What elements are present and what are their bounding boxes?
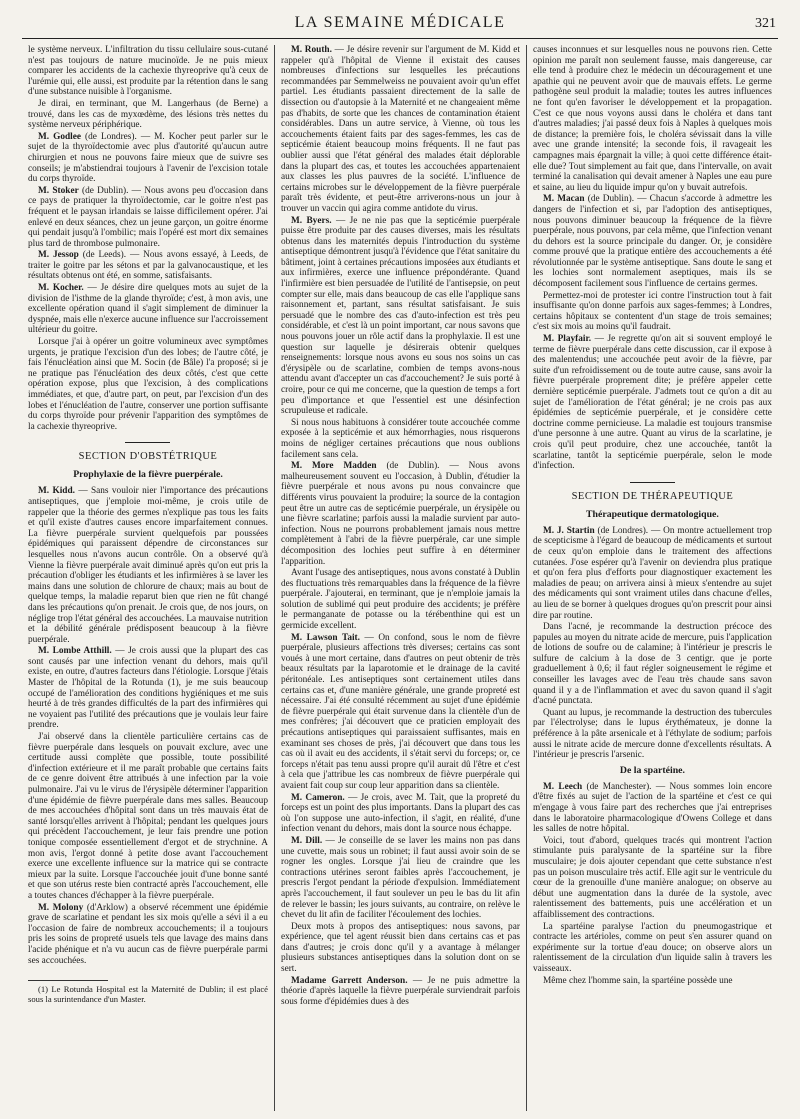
speaker-name: M. J. Startin	[542, 525, 595, 536]
speaker-name: M. Kidd.	[38, 486, 75, 497]
speaker-name: M. Cameron.	[290, 792, 345, 803]
speaker-name: M. Godlee	[38, 131, 82, 142]
speaker-name: M. Macan	[542, 194, 585, 205]
paragraph: Je dirai, en terminant, que M. Langerhaus (de Berne) a trouvé, dans les cas de myxœdème, des lésions très nettes du système nerveux périphérique.	[28, 98, 268, 131]
paragraph: Quant au lupus, je recommande la destruction des tubercules par l'électrolyse; dans le lupus érythémateux, je donne la préférence à la pâte arsenicale et à l'éthylate de sodium; parfois aussi le nitrate acide de mercure donne d'excellents résultats. A l'intérieur je prescris l'arsenic.	[532, 707, 772, 761]
paragraph	[281, 45, 520, 215]
paragraph	[28, 132, 268, 185]
speaker-text: — Je désire revenir sur l'argument de M. Kidd et rappeler qu'à l'hôpital de Vienne il existait des causes nombreuses d'infections sur lesquelles les précautions recommandées par Semmelweiss ne pouvaient avoir qu'un effet partiel. Les étudiants passaient directement de la salle de dissection ou d'autopsie à la Maternité et ne changeaient même pas d'habits, de sorte que les chances de contamination étaient considérables. Dans un autre service, à Vienne, où tous les accouchements étaient faits par des sages-femmes, les cas de septicémie étaient beaucoup moins fréquents. Il ne faut pas oublier aussi que l'état général des malades était déplorable dans la plupart des cas, et toutes les accouchées appartenaient aux classes les plus pauvres de la société. L'influence de certains microbes sur le développement de la fièvre puerpérale paraît très évidente, et peut-être arriverons-nous un jour à trouver un vaccin qui agira comme antidote du virus.	[280, 45, 520, 214]
paragraph: La spartéine paralyse l'action du pneumogastrique et contracte les artérioles, comme on peut s'en assurer quand on expérimente sur la tortue d'eau douce; on observe alors un ralentissement de la circulation d'un liquide salin à travers les vaisseaux.	[532, 921, 772, 974]
speaker-text: (d'Arklow) a observé récemment une épidémie grave de scarlatine et pendant les six mois qu'elle a sévi il a eu l'occasion de faire de nombreux accouchements; il a toujours pris les soins de propreté usuels tels que lavage des mains dans l'acide phénique et n'a vu aucun cas de fièvre puerpérale parmi ses accouchées.	[28, 902, 268, 966]
speaker-text: — Je conseille de se laver les mains non pas dans une cuvette, mais sous un robinet; il faut aussi avoir soin de se rogner les ongles. Lorsque j'ai lieu de craindre que les contractions utérines seront faibles après l'accouchement, je prescris l'ergot pendant la période d'expulsion. Immédiatement après l'accouchement, il faut soulever un peu le bas du lit afin de relever le bassin; les jours suivants, au contraire, on relève le chevet du lit afin de faciliter l'écoulement des lochies.	[280, 835, 520, 921]
speaker-name: M. Lawson Tait.	[290, 632, 360, 643]
speaker-name: M. Kocher.	[38, 283, 84, 294]
speaker-name: Madame Garrett Anderson.	[290, 975, 408, 986]
paragraph: Si nous nous habituons à considérer toute accouchée comme exposée à la septicémie et aux hémorrhagies, nous risquerons moins de négliger certaines précautions que nous oublions facilement sans cela.	[280, 417, 520, 460]
journal-title: LA SEMAINE MÉDICALE	[294, 14, 506, 31]
speaker-text: (de Dublin). — Nous avons malheureusement souvent eu l'occasion, à Dublin, d'étudier la fièvre puerpérale et nous avons pu nous convaincre que différents virus pouvaient la produire; la source de la contagion peut être un autre cas de septicémie puerpérale, un érysipèle ou une fièvre scarlatine; parfois aussi la maladie survient par auto-infection. Nous ne pourrons probablement jamais nous mettre complètement à l'abri de la fièvre puerpérale, car une simple décomposition des lochies peut suffire à en déterminer l'apparition.	[280, 461, 520, 567]
speaker-name: M. Routh.	[290, 45, 332, 55]
paragraph	[28, 646, 268, 731]
speaker-text: — Je ne puis admettre la théorie d'après laquelle la fièvre puerpérale surviendrait parfois sous forme d'épidémies dues à des	[280, 975, 520, 1007]
paragraph: Lorsque j'ai à opérer un goitre volumineux avec symptômes urgents, je pratique l'excision d'un des lobes; de l'autre côté, je fais l'énucléation ainsi que M. Socin (de Bâle) l'a proposé; si je ne pratique pas l'énucléation des deux côtés, c'est que cette opération expose, plus que l'excision, à des complications immédiates, et que, d'autre part, on peut, par l'excision d'un des lobes et l'énucléation de l'autre, conserver une portion suffisante du corps thyroïde pour prévenir l'apparition des symptômes de la cachexie thyreoprive.	[28, 337, 268, 432]
speaker-text: — Je crois aussi que la plupart des cas sont causés par une infection venant du dehors, mais qu'il existe, en outre, d'autres facteurs dans l'étiologie. Lorsque j'étais Master de l'hôpital de la Rotunda (1), je me suis beaucoup occupé de l'amélioration des conditions hygiéniques et me suis heurté à de très grandes difficultés de la part des infirmières qui ne voyaient pas l'utilité des précautions que je voulais leur faire prendre.	[28, 646, 268, 731]
speaker-text: — On confond, sous le nom de fièvre puerpérale, plusieurs affections très diverses; certains cas sont voués à une mort certaine, dans d'autres on peut obtenir de très beaux résultats par la laparotomie et le drainage de la cavité péritonéale. Les antiseptiques sont certainement utiles dans certains cas et, d'une manière générale, une grande propreté est nécessaire. J'ai été consulté récemment au sujet d'une épidémie de fièvre puerpérale qui était survenue dans la clientèle d'un de mes confrères; j'ai découvert que ce praticien employait des précautions antiseptiques qui paraissaient suffisantes, mais en examinant ses choses de près, j'ai découvert que dans tous les cas où il avait eu des accidents, il s'était servi du forceps; or, ce forceps n'était pas tenu aussi propre qu'il aurait dû l'être et c'est à cela que j'attribue les cas nombreux de fièvre puerpérale qui avaient fait coup sur coup leur apparition dans sa clientèle.	[280, 632, 520, 791]
paragraph	[281, 793, 520, 835]
speaker-text: — Je regrette qu'on ait si souvent employé le terme de fièvre puerpérale dans cette discussion, car il expose à des malentendus; une accouchée peut avoir de la fièvre, par suite d'un refroidissement ou de toute autre cause, sans avoir la fièvre puerpérale proprement dite; je préfère appeler cette dernière septicémie puerpérale. J'admets tout ce qu'on a dit au sujet de l'amélioration de l'état général; je ne crois pas aux épidémies de septicémie puerpérale, et je considère cette doctrine comme pernicieuse. La maladie est toujours transmise d'une personne à une autre. Quant au virus de la scarlatine, je crois qu'il peut produire, chez une accouchée, tantôt la scarlatine, tantôt la septicémie puerpérale, selon le mode d'infection.	[532, 334, 772, 472]
paragraph: Avant l'usage des antiseptiques, nous avons constaté à Dublin des fluctuations très remarquables dans la fréquence de la fièvre puerpérale. J'ajouterai, en terminant, que je n'emploie jamais la solution de sublimé qui peut produire des accidents; je préfère le permanganate de potasse ou la térébenthine qui est un germicide excellent.	[280, 568, 520, 632]
subsection-heading: Prophylaxie de la fièvre puerpérale.	[73, 469, 223, 481]
paragraph	[281, 976, 520, 1008]
paragraph: Même chez l'homme sain, la spartéine possède une	[542, 975, 733, 986]
column-3	[526, 45, 778, 1111]
subsection-heading: De la spartéine.	[619, 764, 685, 776]
speaker-name: M. Molony	[38, 902, 84, 913]
paragraph	[28, 186, 268, 250]
footnote-divider	[28, 980, 108, 981]
page-number: 321	[755, 16, 776, 31]
paragraph	[533, 334, 772, 472]
subsection-heading: Thérapeutique dermatologique.	[586, 508, 719, 520]
speaker-name: M. Playfair.	[542, 334, 592, 345]
paragraph	[28, 250, 268, 282]
paragraph	[28, 283, 268, 336]
speaker-text: — Sans vouloir nier l'importance des précautions antiseptiques, que j'emploie moi-même, je crois utile de rappeler que la théorie des germes n'explique pas tous les faits et qu'il existe d'autres causes encore imparfaitement connues. La fièvre puerpérale survient quelquefois par poussées épidémiques qui paraissent dépendre de circonstances sur lesquelles nous n'avons aucun contrôle. On a observé qu'à Vienne la fièvre puerpérale avait diminué après qu'on eut pris la précaution d'obliger les étudiants et les infirmières à se laver les mains dans une solution de chlorure de chaux; mais au bout de quelque temps, la maladie reparut bien que rien ne fût changé dans les précautions qu'on prenait. Je crois que, de nos jours, on néglige trop l'état général des accouchées. La mauvaise nutrition et la débilité générale prédisposent beaucoup à la fièvre puerpérale.	[28, 486, 268, 645]
speaker-text: (de Leeds). — Nous avons essayé, à Leeds, de traiter le goitre par les sétons et par la galvanocaustique, et les résultats obtenus ont été, en somme, satisfaisants.	[28, 250, 268, 282]
speaker-name: M. Dill.	[290, 835, 323, 846]
page-header	[22, 10, 778, 39]
speaker-text: — Je ne nie pas que la septicémie puerpérale puisse être produite par des causes diverses, mais les résultats obtenus dans les maternités depuis l'introduction du système antiseptique démontrent jusqu'à l'évidence que l'état sanitaire du bâtiment, joint à certaines précautions imposées aux étudiants et aux infirmières, exerce une influence prépondérante. Quand l'infirmière est bien persuadée de l'utilité de l'antisepsie, on peut compter sur elle, mais dans beaucoup de cas elle l'applique sans raisonnement et, partant, sans résultat satisfaisant. Je suis persuadé que le nombre des cas d'auto-infection est très peu considérable, et c'est là un point important, car nous savons que nous pouvons jouer un rôle actif dans la prophylaxie. Il est une question sur laquelle je désirerais obtenir quelques renseignements: lorsque nous avons eu sous nos soins un cas d'érysipèle ou de scarlatine, combien de temps avons-nous attendu avant d'accepter un cas d'accouchement? Je suis porté à croire, pour ce qui me concerne, que la question de temps a fort peu d'importance et que l'essentiel est une désinfection scrupuleuse et radicale.	[280, 215, 520, 417]
paragraph	[28, 903, 268, 967]
paragraph: Voici, tout d'abord, quelques tracés qui montrent l'action stimulante puis paralysante de la spartéine sur la fibre musculaire; je dois ajouter cependant que cette substance n'est pas un poison musculaire très actif. Elle agit sur le ventricule du cœur de la grenouille d'une manière analogue; on observe au début une augmentation dans la durée de la systole, avec ralentissement des battements, puis une accélération et un affaiblissement des contractions.	[532, 835, 772, 920]
speaker-name: M. Stoker	[38, 185, 79, 196]
paragraph	[281, 633, 520, 792]
paragraph	[28, 486, 268, 645]
paragraph: Deux mots à propos des antiseptiques: nous savons, par expérience, que tel agent réussit bien dans certains cas et pas dans d'autres; je crois donc qu'il y a avantage à mélanger plusieurs substances antiseptiques dans la solution dont on se sert.	[280, 921, 520, 975]
paragraph: J'ai observé dans la clientèle particulière certains cas de fièvre puerpérale dans lesquels on pouvait exclure, avec une certitude aussi complète que possible, toute possibilité d'infection extérieure et il me paraît probable que certains faits de ce genre doivent être attribués à une infection par la voie pulmonaire. J'ai vu le virus de l'érysipèle déterminer l'apparition d'une épidémie de fièvre puerpérale dans mes salles. Beaucoup de mes accouchées d'hôpital sont dans un très mauvais état de santé lorsqu'elles arrivent à l'hôpital; pendant les quelques jours qui précèdent l'accouchement, je leur fais prendre une potion tonique composée essentiellement d'ergot et de strychnine. A mon avis, l'ergot donné à petite dose avant l'accouchement exerce une excellente influence sur la matrice qui se contracte mieux par la suite. Lorsque l'accouchée jouit d'une bonne santé et que son utérus reste bien contracté après l'accouchement, elle a toutes chances d'échapper à la fièvre puerpérale.	[28, 732, 268, 901]
paragraph	[533, 782, 772, 835]
paragraph	[533, 194, 772, 289]
paragraph: causes inconnues et sur lesquelles nous ne pouvons rien. Cette opinion me paraît non seulement fausse, mais dangereuse, car elle tend à produire chez le médecin un découragement et une apathie qui ne peuvent avoir que de mauvais effets. Le germe pathogène seul produit la maladie; toutes les autres influences ne font qu'en favoriser le développement et la propagation. C'est ce que nous voyons aussi dans le choléra et dans tant d'autres maladies; j'ai passé deux fois à Naples à quelques mois de distance; la première fois, le choléra sévissait dans la ville avec une grande intensité; la seconde fois, il ravageait les campagnes mais épargnait la ville; à quoi cette différence était-elle due? Tout simplement au fait que, dans l'intervalle, on avait terminé la canalisation qui devait amener à Naples une eau pure et saine, au lieu du liquide impur qu'on y buvait autrefois.	[532, 45, 772, 193]
speaker-text: — Je désire dire quelques mots au sujet de la division de l'isthme de la glande thyroïde; c'est, à mon avis, une excellente opération quand il s'agit simplement de diminuer la dyspnée, mais elle n'exerce aucune influence sur l'accroissement ultérieur du goitre.	[28, 283, 268, 336]
column-2	[274, 45, 526, 1111]
speaker-text: (de Dublin). — Nous avons peu d'occasion dans ce pays de pratiquer la thyroïdectomie, car le goitre n'est pas fréquent et le paysan irlandais se laisse difficilement opérer. J'ai enlevé en deux séances, chez un jeune garçon, un goitre énorme qui pendait jusqu'à l'ombilic; mais l'opéré est mort dix semaines plus tard de thrombose pulmonaire.	[28, 185, 268, 249]
text-columns	[22, 45, 778, 1111]
paragraph	[281, 836, 520, 921]
speaker-name: M. More Madden	[290, 461, 377, 472]
speaker-text: — Je crois, avec M. Tait, que la propreté du forceps est un point des plus importants. Dans la plupart des cas où l'on suppose une auto-infection, il s'agit, en réalité, d'une infection venant du dehors, mais dont la source nous échappe.	[280, 792, 520, 835]
paragraph	[533, 526, 772, 621]
speaker-text: (de Manchester). — Nous sommes loin encore d'être fixés au sujet de l'action de la spartéine et c'est ce qui m'engage à vous faire part des recherches que j'ai entreprises dans le laboratoire pharmacologique d'Owens College et dans les salles de notre hôpital.	[532, 781, 772, 835]
speaker-name: M. Byers.	[290, 215, 332, 226]
paragraph: le système nerveux. L'infiltration du tissu cellulaire sous-cutané n'est pas toujours de nature mucinoïde. Je ne puis mieux comparer les accidents de la cachexie thyreoprive qu'à ceux de l'urémie qui, elle aussi, est produite par la rétention dans le sang d'une substance nuisible à l'organisme.	[28, 45, 268, 98]
paragraph	[281, 461, 520, 567]
section-divider	[630, 482, 675, 483]
speaker-name: M. Leech	[542, 781, 583, 792]
column-1	[22, 45, 274, 1111]
speaker-name: M. Lombe Atthill.	[38, 646, 112, 657]
paragraph: Dans l'acné, je recommande la destruction précoce des papules au moyen du nitrate acide de mercure, puis l'application de lotions de soufre ou de calamine; à l'intérieur je prescris le sulfure de calcium à la dose de 3 centigr. que je porte graduellement à 0,6; il faut régler soigneusement le régime et conseiller les lavages avec de l'eau très chaude sans savon quand il y a de l'inflammation et avec du savon quand il s'agit d'acné punctata.	[532, 622, 772, 707]
speaker-text: (de Londres). — M. Kocher peut parler sur le sujet de la thyroïdectomie avec plus d'autorité qu'aucun autre chirurgien et nous ne pouvons faire mieux que de suivre ses conseils; je m'abstiendrai toujours à l'avenir de l'excision totale du corps thyroïde.	[28, 131, 268, 185]
speaker-text: (de Londres). — On montre actuellement trop de scepticisme à l'égard de beaucoup de médicaments et surtout de ceux qu'on emploie dans le traitement des affections cutanées. J'ose espérer qu'à l'avenir on deviendra plus pratique et qu'on fera plus d'efforts pour diagnostiquer exactement les maladies de peau; on arrivera ainsi à mieux s'entendre au sujet des médicaments qui sont vraiment utiles dans chacune d'elles, au lieu de se borner à quelques drogues qu'on prescrit pour ainsi dire par routine.	[532, 525, 772, 621]
speaker-name: M. Jessop	[38, 250, 79, 261]
speaker-text: (de Dublin). — Chacun s'accorde à admettre les dangers de l'infection et si, par l'adoption des antiseptiques, nous pouvons diminuer beaucoup la fréquence de la fièvre puerpérale, nous pouvons, par cela même, que l'infection venant du dehors est la source principale du danger. Or, je considère comme prouvé que la pratique entière des accouchements a été révolutionnée par le système antiseptique. Sans doute le sang et les lochies sont normalement aseptiques, mais ils se décomposent facilement sous l'influence de certains germes.	[532, 194, 772, 290]
section-heading: SECTION D'OBSTÉTRIQUE	[78, 451, 218, 463]
paragraph	[281, 216, 520, 417]
section-divider	[125, 442, 170, 443]
footnote: (1) Le Rotunda Hospital est la Maternité de Dublin; il est placé sous la surintendance d'un Master.	[28, 984, 268, 1004]
section-heading: SECTION DE THÉRAPEUTIQUE	[571, 490, 734, 502]
paragraph: Permettez-moi de protester ici contre l'instruction tout à fait insuffisante qu'on donne parfois aux sages-femmes; à Londres, certains hôpitaux se contentent d'un stage de trois semaines; c'est six mois au moins qu'il faudrait.	[532, 290, 772, 333]
